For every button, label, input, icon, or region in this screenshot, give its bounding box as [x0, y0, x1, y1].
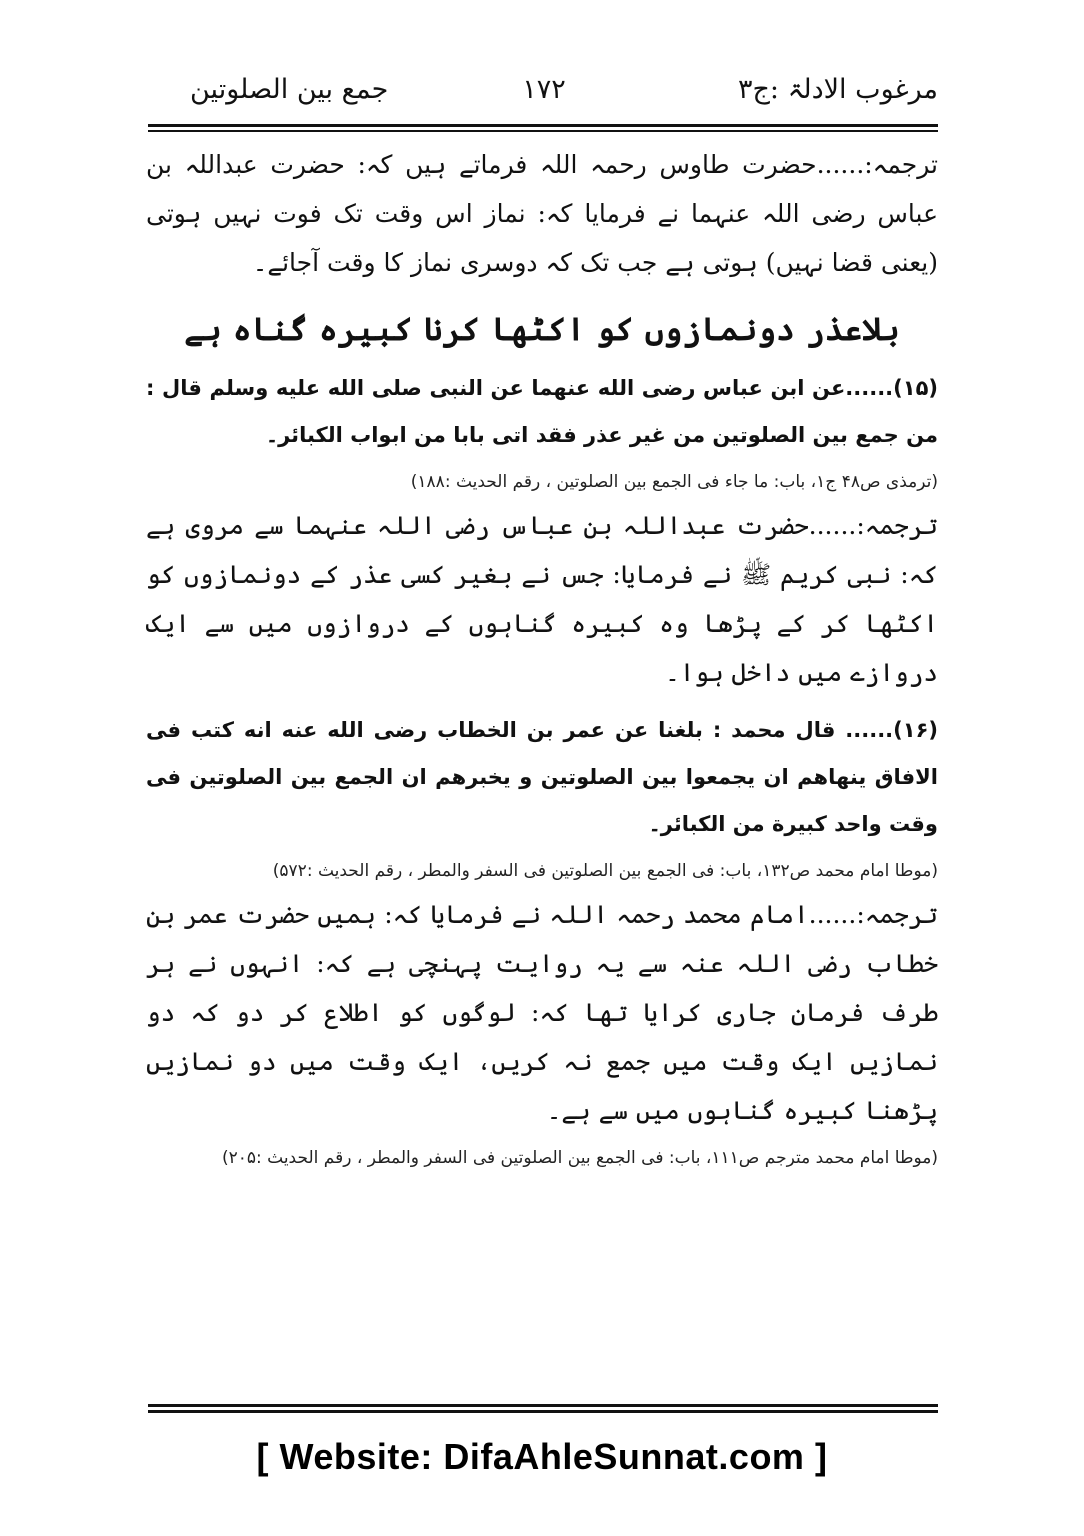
- reference-16a: (موطا امام محمد ص۱۳۲، باب: فی الجمع بین الصلوتین فی السفر والمطر ، رقم الحدیث :۵۷۲): [272, 861, 938, 881]
- reference-15: (ترمذی ص۴۸ ج۱، باب: ما جاء فی الجمع بین الصلوتین ، رقم الحدیث :۱۸۸): [410, 472, 938, 492]
- hadith-16: (۱۶)...... قال محمد : بلغنا عن عمر بن الخطاب رضی الله عنه انه کتب فی الافاق ینهاهم ان یجمعوا بین الصلوتین و یخبرهم ان الجمع بین الصلوتین فی وقت واحد کبیرة من الکبائر۔: [146, 718, 938, 836]
- website-footer: [ Website: DifaAhleSunnat.com ]: [256, 1436, 828, 1477]
- book-title: مرغوب الادلۃ :ج۳: [737, 74, 938, 105]
- translation-paragraph-1: ترجمہ:......حضرت طاوس رحمہ اللہ فرماتے ہیں کہ: حضرت عبداللہ بن عباس رضی اللہ عنہما نے فرمایا کہ: نماز اس وقت تک فوت نہیں ہوتی (یعنی قضا نہیں) ہوتی ہے جب تک کہ دوسری نماز کا وقت آجائے۔: [146, 150, 938, 277]
- chapter-title: جمع بین الصلوتین: [190, 74, 389, 105]
- footer-divider: [148, 1404, 938, 1413]
- header-divider: [148, 124, 938, 132]
- page-body: [146, 140, 938, 1177]
- page-number: ۱۷۲: [522, 74, 566, 105]
- page-header: [150, 68, 938, 118]
- section-heading: بلاعذر دونمازوں کو اکٹھا کرنا کبیرہ گناہ ہے: [184, 310, 900, 348]
- hadith-15: (۱۵)......عن ابن عباس رضی الله عنهما عن النبی صلی الله علیه وسلم قال : من جمع بین الصلوتین من غیر عذر فقد اتی بابا من ابواب الکبائر۔: [146, 376, 938, 447]
- reference-16b: (موطا امام محمد مترجم ص۱۱۱، باب: فی الجمع بین الصلوتین فی السفر والمطر ، رقم الحدیث :۲۰۵): [221, 1148, 938, 1168]
- translation-paragraph-15: ترجمہ:......حضرت عبداللہ بن عباس رضی اللہ عنہما سے مروی ہے کہ: نبی کریم ﷺ نے فرمایا: جس نے بغیر کسی عذر کے دونمازوں کو اکٹھا کر کے پڑھا وہ کبیرہ گناہوں کے دروازوں میں سے ایک دروازے میں داخل ہوا۔: [146, 511, 938, 687]
- translation-paragraph-16: ترجمہ:......امام محمد رحمہ اللہ نے فرمایا کہ: ہمیں حضرت عمر بن خطاب رضی اللہ عنہ سے یہ روایت پہنچی ہے کہ: انہوں نے ہر طرف فرمان جاری کرایا تھا کہ: لوگوں کو اطلاع کر دو کہ دو نمازیں ایک وقت میں جمع نہ کریں، ایک وقت میں دو نمازیں پڑھنا کبیرہ گناہوں میں سے ہے۔: [146, 900, 938, 1125]
